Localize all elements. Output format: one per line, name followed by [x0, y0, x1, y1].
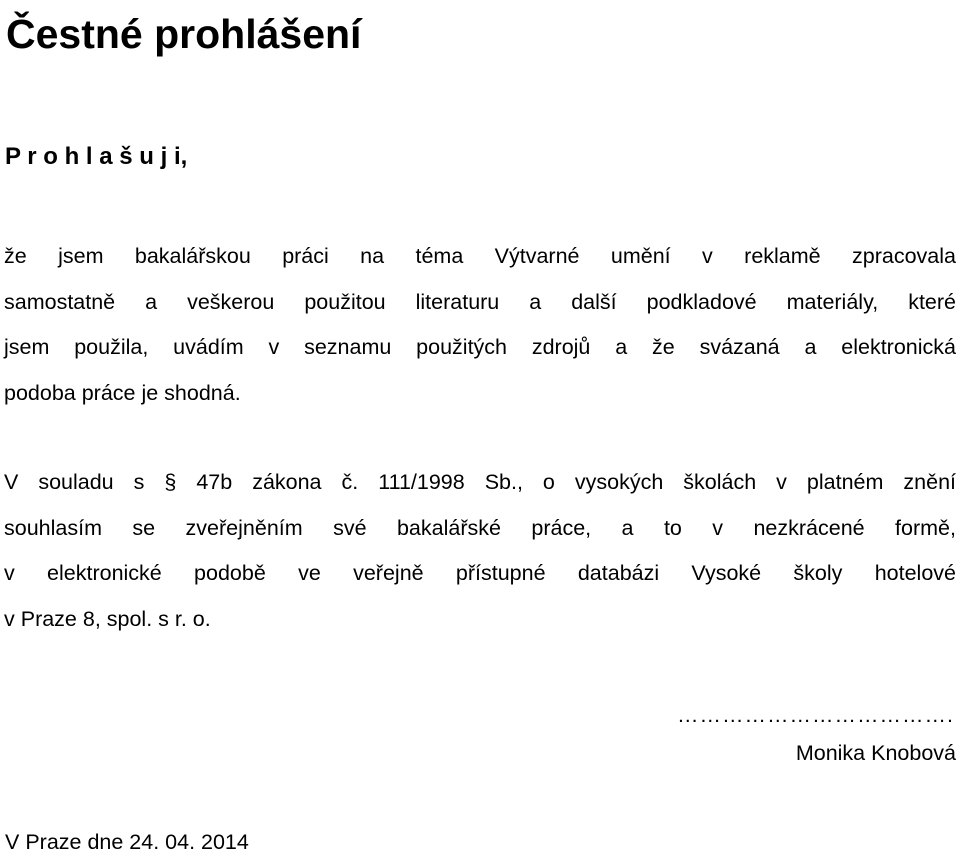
- document-title: Čestné prohlášení: [6, 11, 362, 57]
- paragraph-line: v elektronické podobě ve veřejně přístupné databázi Vysoké školy hotelové: [4, 561, 956, 585]
- place-and-date: V Praze dne 24. 04. 2014: [5, 830, 249, 854]
- declaration-paragraph: [4, 234, 956, 416]
- paragraph-line: v Praze 8, spol. s r. o.: [4, 606, 211, 631]
- paragraph-line: souhlasím se zveřejněním své bakalářské práce, a to v nezkrácené formě,: [4, 515, 956, 540]
- paragraph-line: podoba práce je shodná.: [4, 380, 241, 405]
- declaration-heading: P r o h l a š u j i,: [5, 143, 188, 170]
- paragraph-line: že jsem bakalářskou práci na téma Výtvarné umění v reklamě zpracovala: [4, 244, 956, 268]
- paragraph-line: jsem použila, uvádím v seznamu použitých zdrojů a že svázaná a elektronická: [4, 335, 956, 359]
- consent-paragraph: [4, 460, 956, 642]
- signature-line: ……………………………….: [677, 703, 954, 727]
- paragraph-line: samostatně a veškerou použitou literaturu a další podkladové materiály, které: [4, 289, 956, 314]
- paragraph-line: V souladu s § 47b zákona č. 111/1998 Sb., o vysokých školách v platném znění: [4, 470, 956, 494]
- signatory-name: Monika Knobová: [795, 741, 956, 765]
